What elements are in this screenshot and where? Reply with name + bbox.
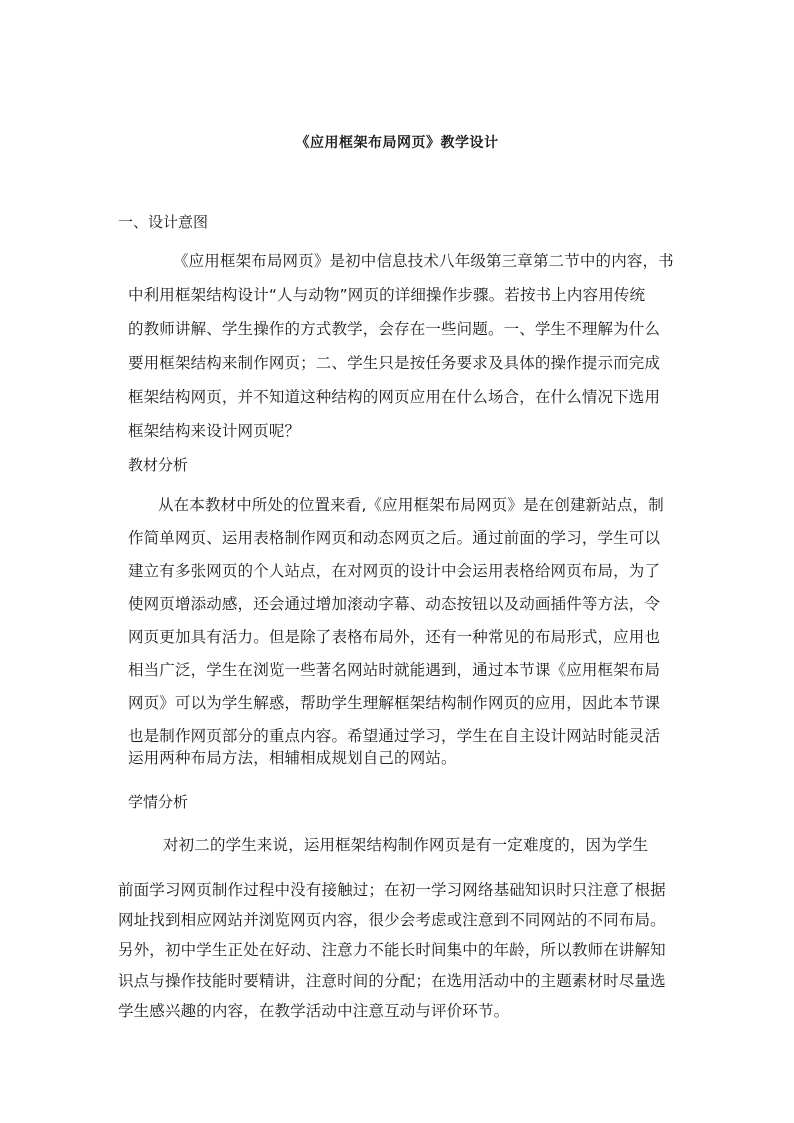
paragraph-line: 相当广泛，学生在浏览一些著名网站时就能遇到，通过本节课《应用框架布局 bbox=[128, 661, 661, 679]
paragraph-line: 的教师讲解、学生操作的方式教学，会存在一些问题。一、学生不理解为什么 bbox=[128, 320, 661, 338]
paragraph-line: 使网页增添动感，还会通过增加滚动字幕、动态按钮以及动画插件等方法，令 bbox=[128, 595, 661, 613]
paragraph-line: 框架结构来设计网页呢？ bbox=[128, 422, 301, 440]
paragraph-line: 学生感兴趣的内容，在教学活动中注意互动与评价环节。 bbox=[118, 1002, 510, 1020]
page-title: 《应用框架布局网页》教学设计 bbox=[295, 135, 499, 151]
paragraph-line: 另外，初中学生正处在好动、注意力不能长时间集中的年龄，所以教师在讲解知 bbox=[118, 941, 666, 959]
paragraph-line: 网页更加具有活力。但是除了表格布局外，还有一种常见的布局形式，应用也 bbox=[128, 628, 661, 646]
paragraph-line: 建立有多张网页的个人站点，在对网页的设计中会运用表格给网页布局，为了 bbox=[128, 562, 661, 580]
paragraph-line: 前面学习网页制作过程中没有接触过；在初一学习网络基础知识时只注意了根据 bbox=[118, 881, 666, 899]
section-heading-learner-analysis: 学情分析 bbox=[128, 793, 189, 811]
paragraph-line: 中利用框架结构设计“人与动物”网页的详细操作步骤。若按书上内容用传统 bbox=[128, 286, 646, 304]
paragraph-line: 运用两种布局方法，相辅相成规划自己的网站。 bbox=[128, 749, 457, 767]
paragraph-line: 《应用框架布局网页》是初中信息技术八年级第三章第二节中的内容，书 bbox=[173, 252, 674, 270]
paragraph-line: 要用框架结构来制作网页；二、学生只是按任务要求及具体的操作提示而完成 bbox=[128, 354, 661, 372]
section-heading-textbook-analysis: 教材分析 bbox=[128, 456, 189, 474]
section-heading-design-intent: 一、设计意图 bbox=[118, 213, 209, 231]
paragraph-line: 识点与操作技能时要精讲，注意时间的分配；在选用活动中的主题素材时尽量选 bbox=[118, 972, 666, 990]
paragraph-line: 从在本教材中所处的位置来看,《应用框架布局网页》是在创建新站点，制 bbox=[158, 496, 664, 514]
paragraph-line: 作简单网页、运用表格制作网页和动态网页之后。通过前面的学习，学生可以 bbox=[128, 529, 661, 547]
paragraph-line: 框架结构网页，并不知道这种结构的网页应用在什么场合，在什么情况下选用 bbox=[128, 388, 661, 406]
paragraph-line: 对初二的学生来说，运用框架结构制作网页是有一定难度的，因为学生 bbox=[163, 836, 649, 854]
paragraph-line: 也是制作网页部分的重点内容。希望通过学习，学生在自主设计网站时能灵活 bbox=[128, 727, 661, 745]
paragraph-line: 网页》可以为学生解惑，帮助学生理解框架结构制作网页的应用，因此本节课 bbox=[128, 694, 661, 712]
paragraph-line: 网址找到相应网站并浏览网页内容，很少会考虑或注意到不同网站的不同布局。 bbox=[118, 911, 666, 929]
